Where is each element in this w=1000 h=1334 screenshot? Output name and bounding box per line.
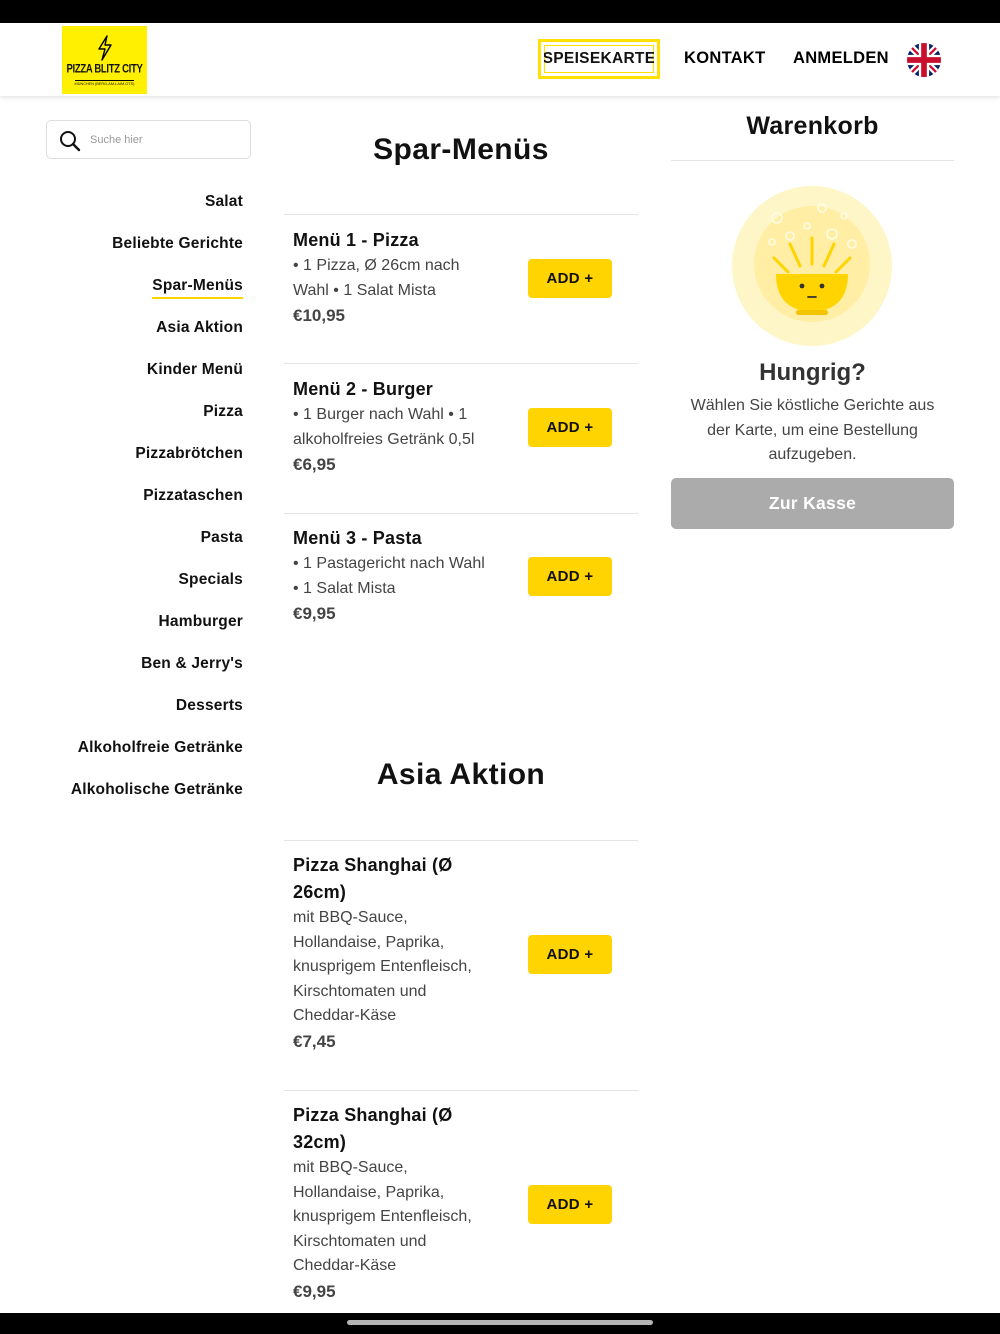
nav-kontakt[interactable]: KONTAKT: [684, 49, 766, 67]
item-divider: [284, 1090, 638, 1091]
category-spar-menus[interactable]: Spar-Menüs: [152, 277, 243, 299]
menu-item-description: • 1 Pastagericht nach Wahl • 1 Salat Mista: [293, 555, 485, 597]
search-input[interactable]: [90, 130, 240, 150]
uk-flag-icon[interactable]: [907, 43, 941, 77]
menu-item-name: Menü 3 - Pasta: [293, 528, 422, 548]
category-hamburger[interactable]: Hamburger: [158, 613, 243, 630]
category-pizza[interactable]: Pizza: [203, 403, 243, 420]
search-box: [46, 120, 251, 159]
add-to-cart-button[interactable]: ADD +: [528, 557, 612, 596]
item-divider: [284, 363, 638, 364]
nav-speisekarte[interactable]: SPEISEKARTE: [538, 39, 660, 79]
menu-item-price: €6,95: [293, 455, 336, 474]
top-header: [0, 23, 1000, 96]
section-title-spar-menus: Spar-Menüs: [373, 133, 549, 166]
category-alkoholfreie-getraenke[interactable]: Alkoholfreie Getränke: [77, 739, 243, 756]
cart-empty-message: Wählen Sie köstliche Gerichte aus der Karte, um eine Bestellung aufzugeben.: [690, 397, 935, 463]
category-asia-aktion[interactable]: Asia Aktion: [156, 319, 243, 336]
category-pasta[interactable]: Pasta: [200, 529, 243, 546]
category-alkoholische-getraenke[interactable]: Alkoholische Getränke: [70, 781, 243, 798]
add-to-cart-button[interactable]: ADD +: [528, 408, 612, 447]
menu-item-price: €10,95: [293, 306, 345, 325]
hungry-bowl-icon: [732, 186, 892, 350]
category-ben-jerrys[interactable]: Ben & Jerry's: [141, 655, 243, 672]
logo[interactable]: [62, 26, 147, 94]
category-specials[interactable]: Specials: [178, 571, 243, 588]
menu-item-name: Pizza Shanghai (Ø 26cm): [293, 855, 453, 902]
add-to-cart-button[interactable]: ADD +: [528, 259, 612, 298]
section-title-asia-aktion: Asia Aktion: [376, 758, 546, 791]
menu-item-name: Menü 2 - Burger: [293, 379, 434, 399]
status-bar: [0, 0, 1000, 23]
item-divider: [284, 513, 638, 514]
menu-item-name: Menü 1 - Pizza: [293, 230, 419, 250]
item-divider: [284, 840, 638, 841]
cart-divider: [671, 160, 954, 161]
menu-item-description: mit BBQ-Sauce, Hollandaise, Paprika, knusprigem Entenfleisch, Kirschtomaten und Cheddar-Käse: [293, 1159, 472, 1274]
item-divider: [284, 214, 638, 215]
menu-item-description: • 1 Pizza, Ø 26cm nach Wahl • 1 Salat Mista: [293, 257, 460, 299]
cart-title: Warenkorb: [746, 112, 879, 140]
category-pizzataschen[interactable]: Pizzataschen: [143, 487, 243, 504]
logo-subtitle: MÜNCHEN (BERG-AM-LAIM-OTS): [74, 82, 135, 86]
category-beliebte-gerichte[interactable]: Beliebte Gerichte: [112, 235, 243, 252]
checkout-button[interactable]: Zur Kasse: [671, 478, 954, 529]
nav-anmelden[interactable]: ANMELDEN: [793, 49, 889, 67]
category-kinder-menu[interactable]: Kinder Menü: [146, 361, 243, 378]
logo-name: PIZZA BLITZ CITY: [66, 62, 143, 77]
menu-item-description: mit BBQ-Sauce, Hollandaise, Paprika, knusprigem Entenfleisch, Kirschtomaten und Cheddar-Käse: [293, 909, 472, 1024]
menu-item-description: • 1 Burger nach Wahl • 1 alkoholfreies Getränk 0,5l: [293, 406, 475, 448]
category-pizzabroetchen[interactable]: Pizzabrötchen: [135, 445, 243, 462]
menu-item-price: €7,45: [293, 1032, 336, 1051]
menu-item-name: Pizza Shanghai (Ø 32cm): [293, 1105, 453, 1152]
category-desserts[interactable]: Desserts: [175, 697, 243, 714]
home-indicator[interactable]: [347, 1320, 653, 1325]
add-to-cart-button[interactable]: ADD +: [528, 1185, 612, 1224]
add-to-cart-button[interactable]: ADD +: [528, 935, 612, 974]
menu-item-price: €9,95: [293, 1282, 336, 1301]
lightning-icon: [96, 35, 114, 61]
cart-empty-heading: Hungrig?: [759, 359, 866, 386]
search-icon: [59, 130, 81, 152]
menu-item-price: €9,95: [293, 604, 336, 623]
category-salat[interactable]: Salat: [204, 193, 243, 210]
